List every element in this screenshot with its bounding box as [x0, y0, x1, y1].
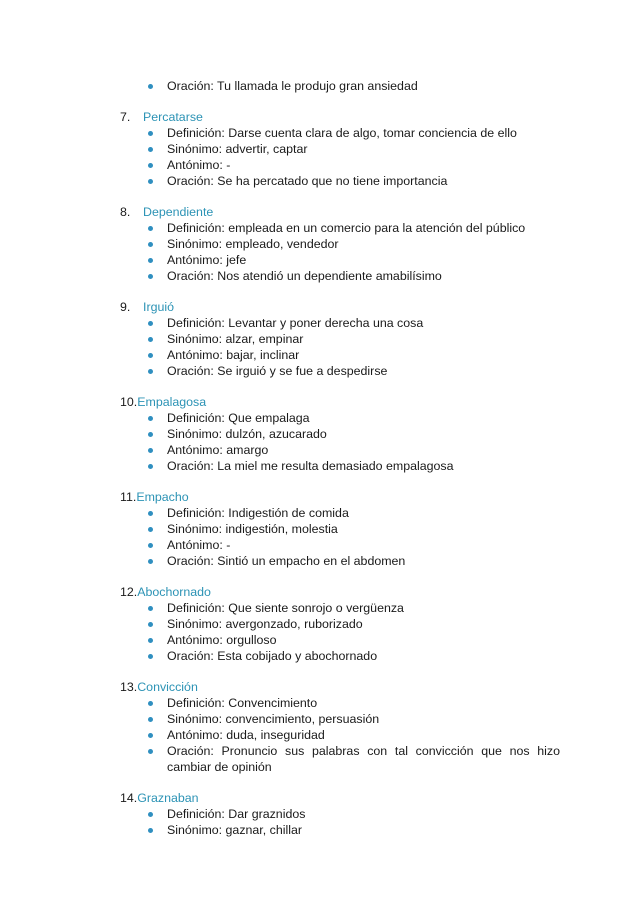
bullet-icon: [148, 84, 153, 89]
bullet-icon: [148, 179, 153, 184]
bullet-icon: [148, 828, 153, 833]
bullet-icon: [148, 163, 153, 168]
bullet-icon: [148, 654, 153, 659]
bullet-icon: [148, 464, 153, 469]
list-item: [120, 727, 560, 743]
bullet-text: Sinónimo: alzar, empinar: [167, 332, 304, 346]
bullet-icon: [148, 701, 153, 706]
list-item: [120, 410, 560, 426]
list-item: [120, 236, 560, 252]
bullet-icon: [148, 321, 153, 326]
bullet-icon: [148, 733, 153, 738]
entry-dependiente: [120, 204, 560, 284]
list-item: [120, 315, 560, 331]
list-item: [120, 78, 560, 94]
list-item: [120, 632, 560, 648]
bullet-icon: [148, 606, 153, 611]
bullet-text: Definición: Que empalaga: [167, 411, 310, 425]
bullet-icon: [148, 527, 153, 532]
bullet-icon: [148, 274, 153, 279]
bullet-text: Oración: Se ha percatado que no tiene importancia: [167, 174, 448, 188]
list-item: [120, 173, 560, 189]
entry-word: Empacho: [136, 490, 189, 504]
bullet-icon: [148, 543, 153, 548]
entry-heading: [120, 109, 560, 125]
list-item: [120, 141, 560, 157]
bullet-icon: [148, 242, 153, 247]
entry-number: 9.: [120, 300, 131, 314]
bullet-text: Definición: Levantar y poner derecha una cosa: [167, 316, 424, 330]
list-item: [120, 806, 560, 822]
entry-heading: [120, 679, 560, 695]
bullet-icon: [148, 226, 153, 231]
bullet-icon: [148, 717, 153, 722]
entry-heading: [120, 790, 560, 806]
entry-details: [120, 695, 560, 775]
bullet-icon: [148, 622, 153, 627]
bullet-icon: [148, 369, 153, 374]
bullet-icon: [148, 416, 153, 421]
bullet-text: Definición: empleada en un comercio para la atención del público: [167, 221, 526, 235]
entry-number: 11.: [120, 490, 137, 504]
bullet-icon: [148, 511, 153, 516]
list-item: [120, 711, 560, 727]
list-item: [120, 363, 560, 379]
entry-word: Percatarse: [143, 110, 203, 124]
list-item: [120, 648, 560, 664]
entry-heading: [120, 204, 560, 220]
list-item: [120, 331, 560, 347]
bullet-text: Sinónimo: empleado, vendedor: [167, 237, 339, 251]
entry-details: [120, 410, 560, 474]
bullet-text: Oración: Sintió un empacho en el abdomen: [167, 554, 406, 568]
entry-number: 8.: [120, 205, 131, 219]
bullet-text: Sinónimo: indigestión, molestia: [167, 522, 338, 536]
bullet-text: Oración: Tu llamada le produjo gran ansiedad: [167, 79, 418, 93]
list-item: [120, 442, 560, 458]
bullet-text: Antónimo: -: [167, 158, 231, 172]
bullet-text: Definición: Darse cuenta clara de algo, tomar conciencia de ello: [167, 126, 517, 140]
bullet-icon: [148, 353, 153, 358]
list-item: [120, 505, 560, 521]
list-item: [120, 458, 560, 474]
bullet-text: Definición: Convencimiento: [167, 696, 318, 710]
entries-list: [120, 109, 560, 838]
entry-abochornado: [120, 584, 560, 664]
entry-empacho: [120, 489, 560, 569]
entry-word: Convicción: [137, 680, 198, 694]
bullet-text: Oración: Esta cobijado y abochornado: [167, 649, 378, 663]
list-item: [120, 695, 560, 711]
entry-word: Irguió: [143, 300, 174, 314]
bullet-icon: [148, 147, 153, 152]
bullet-icon: [148, 812, 153, 817]
list-item: [120, 743, 560, 775]
list-item: [120, 220, 560, 236]
bullet-text: Oración: Se irguió y se fue a despedirse: [167, 364, 388, 378]
bullet-text: Antónimo: orgulloso: [167, 633, 277, 647]
list-item: [120, 616, 560, 632]
bullet-icon: [148, 638, 153, 643]
bullet-text: Sinónimo: gaznar, chillar: [167, 823, 302, 837]
entry-heading: [120, 584, 560, 600]
bullet-text: Definición: Dar graznidos: [167, 807, 306, 821]
list-item: [120, 125, 560, 141]
entry-word: Abochornado: [137, 585, 211, 599]
bullet-icon: [148, 432, 153, 437]
bullet-text: Sinónimo: avergonzado, ruborizado: [167, 617, 363, 631]
bullet-icon: [148, 559, 153, 564]
bullet-text: Antónimo: bajar, inclinar: [167, 348, 300, 362]
bullet-icon: [148, 337, 153, 342]
list-item: [120, 537, 560, 553]
bullet-text: Sinónimo: dulzón, azucarado: [167, 427, 327, 441]
bullet-icon: [148, 749, 153, 754]
entry-details: [120, 315, 560, 379]
entry-word: Graznaban: [137, 791, 199, 805]
entry-heading: [120, 489, 560, 505]
vocabulary-list: [120, 78, 560, 838]
entry-irguió: [120, 299, 560, 379]
entry-number: 10.: [120, 395, 138, 409]
entry-details: [120, 806, 560, 838]
bullet-text: Sinónimo: advertir, captar: [167, 142, 308, 156]
bullet-text: Antónimo: amargo: [167, 443, 269, 457]
bullet-text: Oración: La miel me resulta demasiado empalagosa: [167, 459, 454, 473]
entry-percatarse: [120, 109, 560, 189]
bullet-text: Oración: Pronuncio sus palabras con tal convicción que nos hizo cambiar de opinión: [167, 744, 560, 774]
entry-number: 12.: [120, 585, 138, 599]
list-item: [120, 553, 560, 569]
bullet-text: Antónimo: -: [167, 538, 231, 552]
entry-empalagosa: [120, 394, 560, 474]
bullet-icon: [148, 131, 153, 136]
bullet-text: Definición: Indigestión de comida: [167, 506, 349, 520]
list-item: [120, 521, 560, 537]
entry-word: Dependiente: [143, 205, 214, 219]
entry-heading: [120, 299, 560, 315]
entry-details: [120, 220, 560, 284]
list-item: [120, 600, 560, 616]
entry-number: 7.: [120, 110, 131, 124]
list-item: [120, 157, 560, 173]
list-item: [120, 426, 560, 442]
bullet-text: Antónimo: jefe: [167, 253, 247, 267]
entry-convicción: [120, 679, 560, 775]
bullet-text: Definición: Que siente sonrojo o vergüenza: [167, 601, 404, 615]
bullet-icon: [148, 448, 153, 453]
entry-number: 14.: [120, 791, 138, 805]
bullet-icon: [148, 258, 153, 263]
list-item: [120, 268, 560, 284]
continued-entry-bullets: [120, 78, 560, 94]
entry-graznaban: [120, 790, 560, 838]
bullet-text: Antónimo: duda, inseguridad: [167, 728, 325, 742]
list-item: [120, 347, 560, 363]
bullet-text: Oración: Nos atendió un dependiente amabilísimo: [167, 269, 442, 283]
list-item: [120, 822, 560, 838]
entry-details: [120, 505, 560, 569]
entry-number: 13.: [120, 680, 138, 694]
entry-details: [120, 125, 560, 189]
list-item: [120, 252, 560, 268]
entry-word: Empalagosa: [137, 395, 207, 409]
entry-details: [120, 600, 560, 664]
bullet-text: Sinónimo: convencimiento, persuasión: [167, 712, 380, 726]
entry-heading: [120, 394, 560, 410]
